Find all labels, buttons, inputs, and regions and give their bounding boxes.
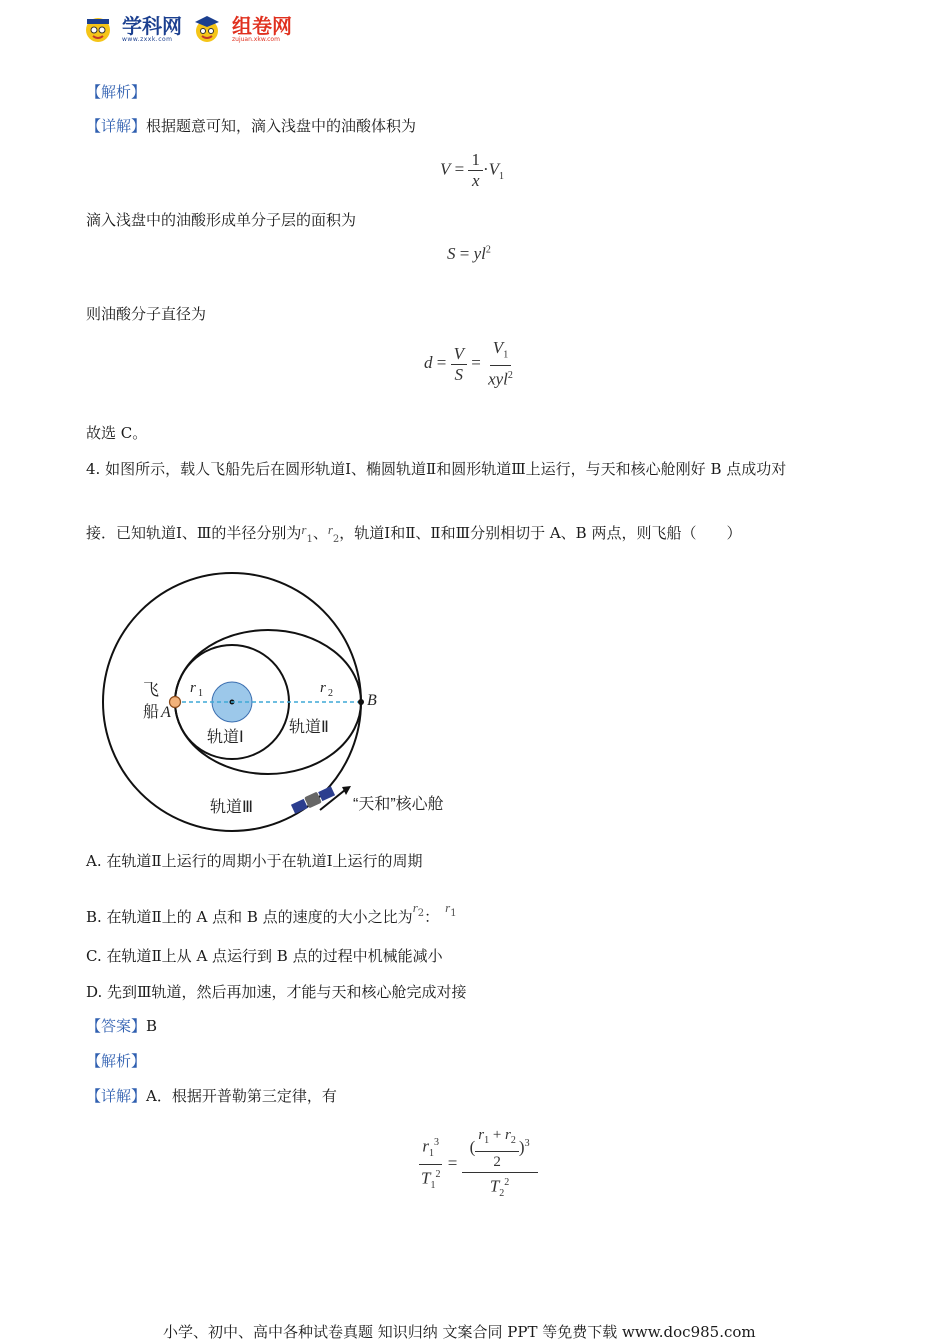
label-ship-2: 船 [143, 704, 160, 721]
analysis-tag-2: 【解析】 [86, 1052, 147, 1070]
answer-tag: 【答案】 [86, 1017, 147, 1035]
diameter-text: 则油酸分子直径为 [86, 305, 207, 323]
detail-tag-1: 【详解】 [86, 117, 147, 135]
formula-area: $S = yl^2$ [447, 244, 491, 263]
label-orbit-3: 轨道Ⅲ [210, 799, 254, 816]
question4-line2: 接．已知轨道Ⅰ、Ⅲ的半径分别为$r_1$、$r_2$，轨道Ⅰ和Ⅱ、Ⅱ和Ⅲ分别相切于 A、B 两点，则飞船（ ） [86, 522, 742, 545]
detail-text-1: 根据题意可知，滴入浅盘中的油酸体积为 [146, 117, 417, 135]
formula-kepler: $\frac{r_1^3}{T_1^2}$ = ( $\frac{r_1 + r_2}{2}$ )$^3$ $T_2^2$ [418, 1125, 538, 1204]
area-text: 滴入浅盘中的油酸形成单分子层的面积为 [86, 211, 357, 229]
logo-xuekewang: 学科网 [122, 13, 182, 38]
label-station: “天和”核心舱 [353, 796, 444, 813]
answer-value: B [146, 1017, 158, 1035]
point-B [358, 699, 364, 705]
label-B: B [367, 692, 377, 709]
analysis-tag-1: 【解析】 [86, 83, 147, 101]
footer-text: 小学、初中、高中各种试卷真题 知识归纳 文案合同 PPT 等免费下载 www.doc985.com [163, 1323, 756, 1341]
detail-text-2: A．根据开普勒第三定律，有 [146, 1087, 337, 1105]
formula-volume: V = $\frac{1}{x}$ $\cdot V_1$ [440, 150, 505, 190]
label-orbit-2: 轨道Ⅱ [289, 719, 329, 736]
label-r1: r [190, 680, 196, 696]
label-r1-sub: 1 [198, 688, 203, 699]
detail-line-1 [86, 115, 416, 137]
logo-zujuanwang: 组卷网 [232, 13, 292, 38]
formula-diameter: d = $\frac{V}{S}$ = $\frac{V_1}{xyl^2}$ [424, 338, 513, 390]
label-r2-sub: 2 [328, 688, 333, 699]
zujuanwang-mascot-icon [192, 14, 222, 44]
answer-line [86, 1015, 157, 1037]
question4-line2-part-c: ，轨道Ⅰ和Ⅱ、Ⅱ和Ⅲ分别相切于 A、B 两点，则飞船（ ） [339, 524, 742, 542]
option-a: A. 在轨道Ⅱ上运行的周期小于在轨道Ⅰ上运行的周期 [86, 852, 423, 870]
detail-line-2 [86, 1085, 337, 1107]
detail-tag-2: 【详解】 [86, 1087, 147, 1105]
option-c: C. 在轨道Ⅱ上从 A 点运行到 B 点的过程中机械能减小 [86, 947, 443, 965]
satellite-icon [291, 785, 336, 814]
orbit-diagram [95, 565, 495, 835]
conclusion-1: 故选 C。 [86, 424, 148, 442]
question4-line1: 4. 如图所示，载人飞船先后在圆形轨道Ⅰ、椭圆轨道Ⅱ和圆形轨道Ⅲ上运行，与天和核心舱刚好 B 点成功对 [86, 460, 787, 478]
logo-xuekewang-url: www.zxxk.com [122, 35, 173, 43]
option-b-text: B. 在轨道Ⅱ上的 A 点和 B 点的速度的大小之比为 [86, 908, 413, 926]
question4-line2-part-a: 接．已知轨道Ⅰ、Ⅲ的半径分别为 [86, 524, 302, 542]
option-b-separator: ： [424, 908, 440, 926]
xuekewang-mascot-icon [84, 15, 112, 43]
label-orbit-1: 轨道Ⅰ [207, 729, 244, 746]
question4-line2-part-b: 、 [312, 524, 328, 542]
label-A: A [161, 704, 171, 721]
label-ship-1: 飞 [143, 682, 160, 699]
logo-zujuanwang-url: zujuan.xkw.com [232, 35, 280, 43]
header-logos [84, 14, 292, 44]
option-b: B. 在轨道Ⅱ上的 A 点和 B 点的速度的大小之比为$r_2$：$r_1$ [86, 900, 457, 926]
label-r2: r [320, 680, 326, 696]
option-d: D. 先到Ⅲ轨道，然后再加速，才能与天和核心舱完成对接 [86, 983, 467, 1001]
spacecraft-point-A [170, 697, 181, 708]
